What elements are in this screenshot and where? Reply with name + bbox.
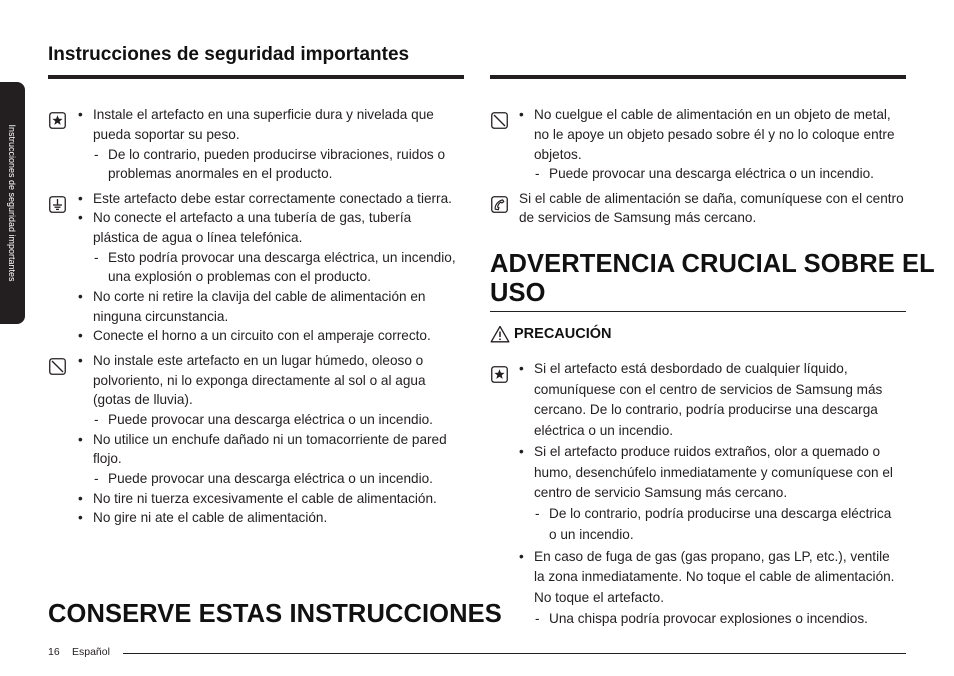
list-item: • No conecte el artefacto a una tubería de gas, tubería [93, 208, 411, 228]
sub-item: - Esto podría provocar una descarga eléctrica, un incendio, [108, 248, 456, 268]
list-item: • No gire ni ate el cable de alimentación. [93, 508, 327, 528]
sub-item: - Puede provocar una descarga eléctrica o un incendio. [108, 469, 433, 489]
list-item: • No corte ni retire la clavija del cable de alimentación en [93, 287, 425, 307]
header-rule-left [48, 75, 464, 79]
list-item-cont: ninguna circunstancia. [93, 309, 229, 324]
list-item-cont: centro de servicio Samsung más cercano. [534, 485, 788, 500]
page-number: 16 [48, 646, 60, 658]
prohibited-icon [491, 112, 508, 129]
list-item-cont: humo, desenchúfelo inmediatamente y comuníquese con el [534, 465, 893, 480]
important-icon [491, 366, 508, 383]
list-item-cont: eléctrica o un incendio. [534, 423, 674, 438]
list-item: • No utilice un enchufe dañado ni un tomacorriente de pared [93, 430, 447, 450]
list-item-cont: comuníquese con el centro de servicios de Samsung más [534, 382, 883, 397]
footer-language: Español [72, 646, 110, 658]
list-item: • Conecte el horno a un circuito con el amperaje correcto. [93, 326, 431, 346]
sub-item: - De lo contrario, pueden producirse vibraciones, ruidos o [108, 145, 445, 165]
list-item: • No cuelgue el cable de alimentación en un objeto de metal, [534, 105, 891, 125]
contact-service-icon [491, 196, 508, 213]
sub-item-cont: o un incendio. [549, 527, 634, 542]
sub-item: - Puede provocar una descarga eléctrica o un incendio. [108, 410, 433, 430]
heading-underline [490, 311, 906, 312]
warning-triangle-icon [490, 325, 510, 343]
list-item-cont: no le apoye un objeto pesado sobre él y no lo coloque entre [534, 127, 895, 142]
sub-item: - Una chispa podría provocar explosiones o incendios. [549, 609, 868, 629]
crucial-warning-heading-line2: USO [490, 279, 546, 307]
footer-rule [123, 653, 906, 654]
save-instructions-heading: CONSERVE ESTAS INSTRUCCIONES [48, 600, 502, 628]
list-item-cont: la zona inmediatamente. No toque el cable de alimentación. [534, 569, 895, 584]
prohibited-icon [49, 358, 66, 375]
header-rule-right [490, 75, 906, 79]
side-tab-label: Instrucciones de seguridad importantes [7, 124, 17, 282]
list-item-cont: No toque el artefacto. [534, 590, 664, 605]
list-item: • En caso de fuga de gas (gas propano, gas LP, etc.), ventile [534, 547, 890, 567]
sub-item-cont: problemas anormales en el producto. [108, 166, 333, 181]
list-item-cont: plástica de agua o línea telefónica. [93, 230, 303, 245]
list-item-cont: (gotas de lluvia). [93, 392, 193, 407]
list-item-cont: pueda soportar su peso. [93, 127, 240, 142]
list-item: • Este artefacto debe estar correctamente conectado a tierra. [93, 189, 452, 209]
note-text-cont: de servicios de Samsung más cercano. [519, 210, 757, 225]
list-item: • Instale el artefacto en una superficie dura y nivelada que [93, 105, 434, 125]
list-item-cont: objetos. [534, 147, 582, 162]
section-title: Instrucciones de seguridad importantes [48, 44, 410, 65]
ground-icon [49, 196, 66, 213]
crucial-warning-heading-line1: ADVERTENCIA CRUCIAL SOBRE EL [490, 250, 935, 278]
list-item-cont: cercano. De lo contrario, podría producirse una descarga [534, 402, 878, 417]
sub-item: - Puede provocar una descarga eléctrica o un incendio. [549, 164, 874, 184]
side-tab[interactable] [0, 82, 25, 324]
list-item-cont: flojo. [93, 451, 122, 466]
list-item: • Si el artefacto produce ruidos extraños, olor a quemado o [534, 442, 880, 462]
note-text: Si el cable de alimentación se daña, comuníquese con el centro [519, 191, 904, 206]
sub-item-cont: una explosión o problemas con el producto. [108, 269, 371, 284]
list-item: • No tire ni tuerza excesivamente el cable de alimentación. [93, 489, 437, 509]
caution-label: PRECAUCIÓN [514, 326, 612, 342]
important-icon [49, 112, 66, 129]
list-item: • No instale este artefacto en un lugar húmedo, oleoso o [93, 351, 423, 371]
list-item-cont: polvoriento, ni lo exponga directamente al sol o al agua [93, 373, 426, 388]
list-item: • Si el artefacto está desbordado de cualquier líquido, [534, 359, 848, 379]
sub-item: - De lo contrario, podría producirse una descarga eléctrica [549, 504, 891, 524]
